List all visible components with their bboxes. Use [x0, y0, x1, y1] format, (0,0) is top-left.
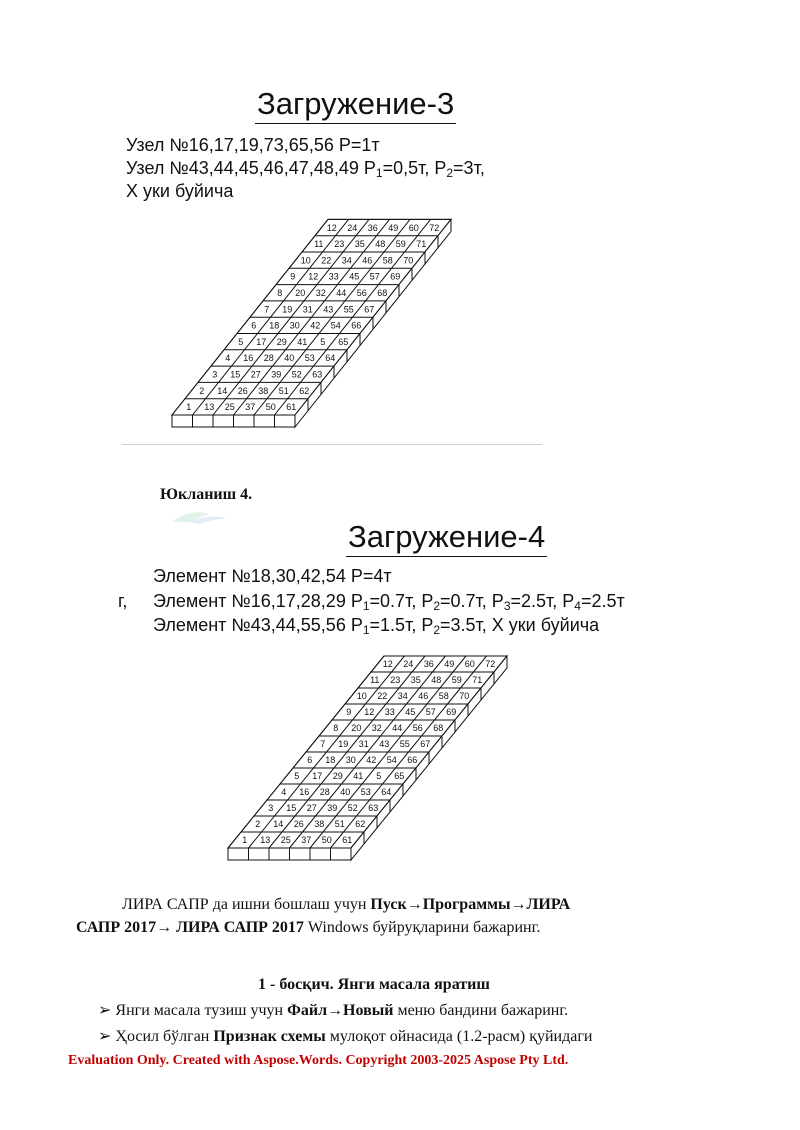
- subscript: 1: [375, 166, 383, 180]
- grid-cell-number: 66: [351, 320, 362, 331]
- grid-cell-number: 17: [312, 771, 323, 782]
- grid-cell-number: 35: [354, 239, 365, 250]
- grid-cell-number: 71: [416, 239, 427, 250]
- grid-cell-number: 70: [459, 691, 470, 702]
- section4-line2-text: =2.5т, P: [510, 591, 575, 611]
- section3-line1: Узел №16,17,19,73,65,56 P=1т: [126, 135, 380, 155]
- grid-cell-number: 23: [390, 675, 401, 686]
- grid-cell-number: 34: [341, 255, 352, 266]
- grid-cell-number: 58: [382, 255, 393, 266]
- grid-cell-number: 69: [446, 707, 457, 718]
- grid-cell-number: 14: [273, 819, 284, 830]
- grid-cell-number: 7: [320, 739, 326, 750]
- grid-cell-number: 49: [388, 222, 399, 233]
- grid-cell-number: 34: [397, 691, 408, 702]
- grid-cell-number: 26: [293, 819, 304, 830]
- grid-cell-number: 12: [326, 222, 337, 233]
- grid-cell-number: 52: [347, 803, 358, 814]
- grid-cell-number: 63: [368, 803, 379, 814]
- bullet-text: мулоқот ойнасида (1.2-расм) қуйидаги: [325, 1028, 593, 1045]
- subscript: 1: [362, 623, 370, 637]
- grid-cell-number: 41: [297, 336, 308, 347]
- dialog-name: Признак схемы: [213, 1028, 326, 1045]
- grid-cell-number: 28: [319, 787, 330, 798]
- grid-cell-number: 33: [384, 707, 395, 718]
- paragraph-text: ЛИРА САПР да ишни бошлаш учун: [122, 896, 371, 913]
- grid-cell-number: 27: [250, 369, 261, 380]
- grid-cell-number: 56: [412, 723, 423, 734]
- grid-cell-number: 36: [423, 659, 434, 670]
- grid-cell-number: 57: [369, 271, 380, 282]
- grid-cell-number: 72: [429, 222, 440, 233]
- grid-cell-number: 51: [278, 385, 289, 396]
- grid-cell-number: 18: [269, 320, 280, 331]
- grid-cell-number: 15: [230, 369, 241, 380]
- grid-cell-number: 48: [431, 675, 442, 686]
- grid-cell-number: 55: [343, 304, 354, 315]
- grid-cell-number: 11: [314, 239, 324, 250]
- section3-title-text: Загружение-3: [257, 86, 455, 121]
- grid-cell-number: 33: [328, 271, 339, 282]
- grid-cell-number: 64: [381, 787, 392, 798]
- grid-cell-number: 38: [258, 385, 269, 396]
- grid-cell-number: 28: [263, 353, 274, 364]
- grid-cell-number: 16: [243, 353, 254, 364]
- grid-cell-number: 44: [392, 723, 403, 734]
- subscript: 4: [574, 599, 581, 613]
- grid-cell-number: 20: [351, 723, 362, 734]
- grid-cell-number: 8: [277, 287, 283, 298]
- grid-cell-number: 17: [256, 336, 267, 347]
- grid-cell-number: 22: [321, 255, 332, 266]
- grid-cell-number: 45: [405, 707, 416, 718]
- grid-cell-number: 13: [260, 835, 271, 846]
- grid-cell-number: 25: [280, 835, 291, 846]
- menu-path: Пуск→Программы→ЛИРА: [370, 896, 571, 913]
- grid-cell-number: 11: [370, 675, 380, 686]
- grid-cell-number: 14: [217, 385, 228, 396]
- subscript: 2: [433, 599, 441, 613]
- grid-cell-number: 67: [420, 739, 431, 750]
- grid-cell-number: 49: [444, 659, 455, 670]
- grid-cell-number: 66: [407, 755, 418, 766]
- grid-cell-number: 7: [264, 304, 270, 315]
- grid-cell-number: 44: [336, 287, 347, 298]
- grid-cell-number: 53: [304, 353, 315, 364]
- grid-cell-number: 43: [379, 739, 390, 750]
- grid-cell-number: 39: [327, 803, 338, 814]
- grid-cell-number: 60: [408, 222, 419, 233]
- bullet-item-2: [98, 1024, 592, 1049]
- grid-cell-number: 27: [306, 803, 317, 814]
- grid-cell-number: 38: [314, 819, 325, 830]
- grid-cell-number: 72: [485, 659, 496, 670]
- grid-cell-number: 36: [367, 222, 378, 233]
- grid-cell-number: 23: [334, 239, 345, 250]
- grid-cell-number: 18: [325, 755, 336, 766]
- paragraph-line2: [76, 915, 540, 940]
- grid-cell-number: 51: [334, 819, 345, 830]
- grid-cell-number: 29: [276, 336, 287, 347]
- grid-cell-number: 32: [371, 723, 382, 734]
- grid-cell-number: 12: [364, 707, 375, 718]
- grid-cell-number: 24: [347, 222, 358, 233]
- grid-cell-number: 20: [295, 287, 306, 298]
- grid-cell-number: 42: [366, 755, 377, 766]
- grid-cell-number: 37: [301, 835, 312, 846]
- arrow-bullet-icon: ➢: [98, 1002, 112, 1019]
- subscript: 3: [503, 599, 511, 613]
- grid-cell-number: 54: [330, 320, 341, 331]
- grid-cell-number: 71: [472, 675, 483, 686]
- grid-cell-number: 31: [302, 304, 313, 315]
- grid-cell-number: 19: [338, 739, 349, 750]
- section4-title-text: Загружение-4: [348, 519, 546, 554]
- grid-cell-number: 52: [291, 369, 302, 380]
- grid-cell-number: 61: [342, 835, 353, 846]
- grid-cell-number: 26: [237, 385, 248, 396]
- bullet-text: меню бандини бажаринг.: [393, 1002, 569, 1019]
- grid-cell-number: 42: [310, 320, 321, 331]
- section4-line3-text: =1.5т, P: [369, 615, 434, 635]
- grid-cell-number: 3: [268, 803, 274, 814]
- grid-cell-number: 5: [320, 336, 326, 347]
- grid-cell-number: 50: [321, 835, 332, 846]
- section4-line2-text: Элемент №16,17,28,29 P: [153, 591, 363, 611]
- grid-cell-number: 68: [433, 723, 444, 734]
- paragraph-text: Windows буйруқларини бажаринг.: [303, 919, 541, 936]
- grid-cell-number: 59: [395, 239, 406, 250]
- bullet-text: Ҳосил бўлган: [115, 1028, 214, 1045]
- subscript: 2: [446, 166, 454, 180]
- grid-cell-number: 64: [325, 353, 336, 364]
- grid-cell-number: 5: [238, 336, 244, 347]
- grid-cell-number: 39: [271, 369, 282, 380]
- menu-path: САПР 2017→ ЛИРА САПР 2017: [76, 919, 304, 936]
- section4-line2-text: =2.5т: [580, 591, 625, 611]
- grid-cell-number: 41: [353, 771, 364, 782]
- grid-cell-number: 25: [224, 402, 235, 413]
- grid-cell-number: 59: [451, 675, 462, 686]
- watermark: Evaluation Only. Created with Aspose.Words. Copyright 2003-2025 Aspose Pty Ltd.: [68, 1053, 569, 1068]
- grid-cell-number: 16: [299, 787, 310, 798]
- section3-line2-text: =3т,: [453, 158, 485, 178]
- bullet-item-1: [98, 998, 568, 1023]
- grid-cell-number: 65: [338, 336, 349, 347]
- grid-cell-number: 12: [382, 659, 393, 670]
- grid-cell-number: 30: [345, 755, 356, 766]
- figure-caption: Юкланиш 4.: [160, 486, 253, 503]
- grid-cell-number: 55: [399, 739, 410, 750]
- grid-cell-number: 67: [364, 304, 375, 315]
- section4-line2-text: =0.7т, P: [369, 591, 434, 611]
- grid-cell-number: 65: [394, 771, 405, 782]
- grid-cell-number: 10: [300, 255, 311, 266]
- section3-line3: Х уки буйича: [126, 181, 234, 201]
- grid-cell-number: 50: [265, 402, 276, 413]
- section4-line3-text: Элемент №43,44,55,56 P: [153, 615, 363, 635]
- grid-cell-number: 9: [346, 707, 352, 718]
- grid-cell-number: 45: [349, 271, 360, 282]
- grid-cell-number: 31: [358, 739, 369, 750]
- grid-cell-number: 2: [199, 385, 205, 396]
- section3-line2-text: =0,5т, P: [382, 158, 447, 178]
- grid-cell-number: 32: [315, 287, 326, 298]
- section4-line2-prefix: г,: [118, 591, 128, 611]
- grid-cell-number: 68: [377, 287, 388, 298]
- grid-cell-number: 6: [251, 320, 257, 331]
- grid-cell-number: 40: [340, 787, 351, 798]
- grid-cell-number: 8: [333, 723, 339, 734]
- grid-cell-number: 30: [289, 320, 300, 331]
- grid-cell-number: 70: [403, 255, 414, 266]
- grid-cell-number: 57: [425, 707, 436, 718]
- grid-cell-number: 5: [376, 771, 382, 782]
- grid-cell-number: 1: [242, 835, 248, 846]
- grid-cell-number: 2: [255, 819, 261, 830]
- grid-cell-number: 4: [225, 353, 231, 364]
- grid-cell-number: 15: [286, 803, 297, 814]
- section3-line2-text: Узел №43,44,45,46,47,48,49 P: [126, 158, 376, 178]
- grid-cell-number: 37: [245, 402, 256, 413]
- menu-path: Файл→Новый: [287, 1002, 394, 1019]
- grid-cell-number: 6: [307, 755, 313, 766]
- grid-cell-number: 48: [375, 239, 386, 250]
- bullet-text: Янги масала тузиш учун: [115, 1002, 288, 1019]
- grid-cell-number: 53: [360, 787, 371, 798]
- grid-cell-number: 35: [410, 675, 421, 686]
- grid-cell-number: 43: [323, 304, 334, 315]
- arrow-bullet-icon: ➢: [98, 1028, 112, 1045]
- subscript: 2: [433, 623, 441, 637]
- subscript: 1: [362, 599, 370, 613]
- grid-cell-number: 62: [355, 819, 366, 830]
- grid-cell-number: 29: [332, 771, 343, 782]
- grid-cell-number: 9: [290, 271, 296, 282]
- grid-cell-number: 60: [464, 659, 475, 670]
- grid-cell-number: 54: [386, 755, 397, 766]
- grid-cell-number: 12: [308, 271, 319, 282]
- section4-line3-text: =3.5т, Х уки буйича: [440, 615, 600, 635]
- grid-cell-number: 58: [438, 691, 449, 702]
- step-heading: 1 - босқич. Янги масала яратиш: [258, 976, 490, 993]
- grid-cell-number: 4: [281, 787, 287, 798]
- paragraph-line1: [122, 892, 570, 917]
- grid-cell-number: 1: [186, 402, 192, 413]
- grid-cell-number: 10: [356, 691, 367, 702]
- grid-cell-number: 22: [377, 691, 388, 702]
- grid-cell-number: 63: [312, 369, 323, 380]
- grid-cell-number: 46: [418, 691, 429, 702]
- grid-cell-number: 40: [284, 353, 295, 364]
- grid-cell-number: 62: [299, 385, 310, 396]
- grid-cell-number: 56: [356, 287, 367, 298]
- grid-cell-number: 3: [212, 369, 218, 380]
- grid-cell-number: 69: [390, 271, 401, 282]
- grid-cell-number: 13: [204, 402, 215, 413]
- section4-line2-text: =0.7т, P: [440, 591, 504, 611]
- grid-cell-number: 61: [286, 402, 297, 413]
- grid-cell-number: 5: [294, 771, 300, 782]
- grid-cell-number: 46: [362, 255, 373, 266]
- grid-cell-number: 19: [282, 304, 293, 315]
- section4-line1: Элемент №18,30,42,54 P=4т: [153, 566, 392, 586]
- grid-cell-number: 24: [403, 659, 414, 670]
